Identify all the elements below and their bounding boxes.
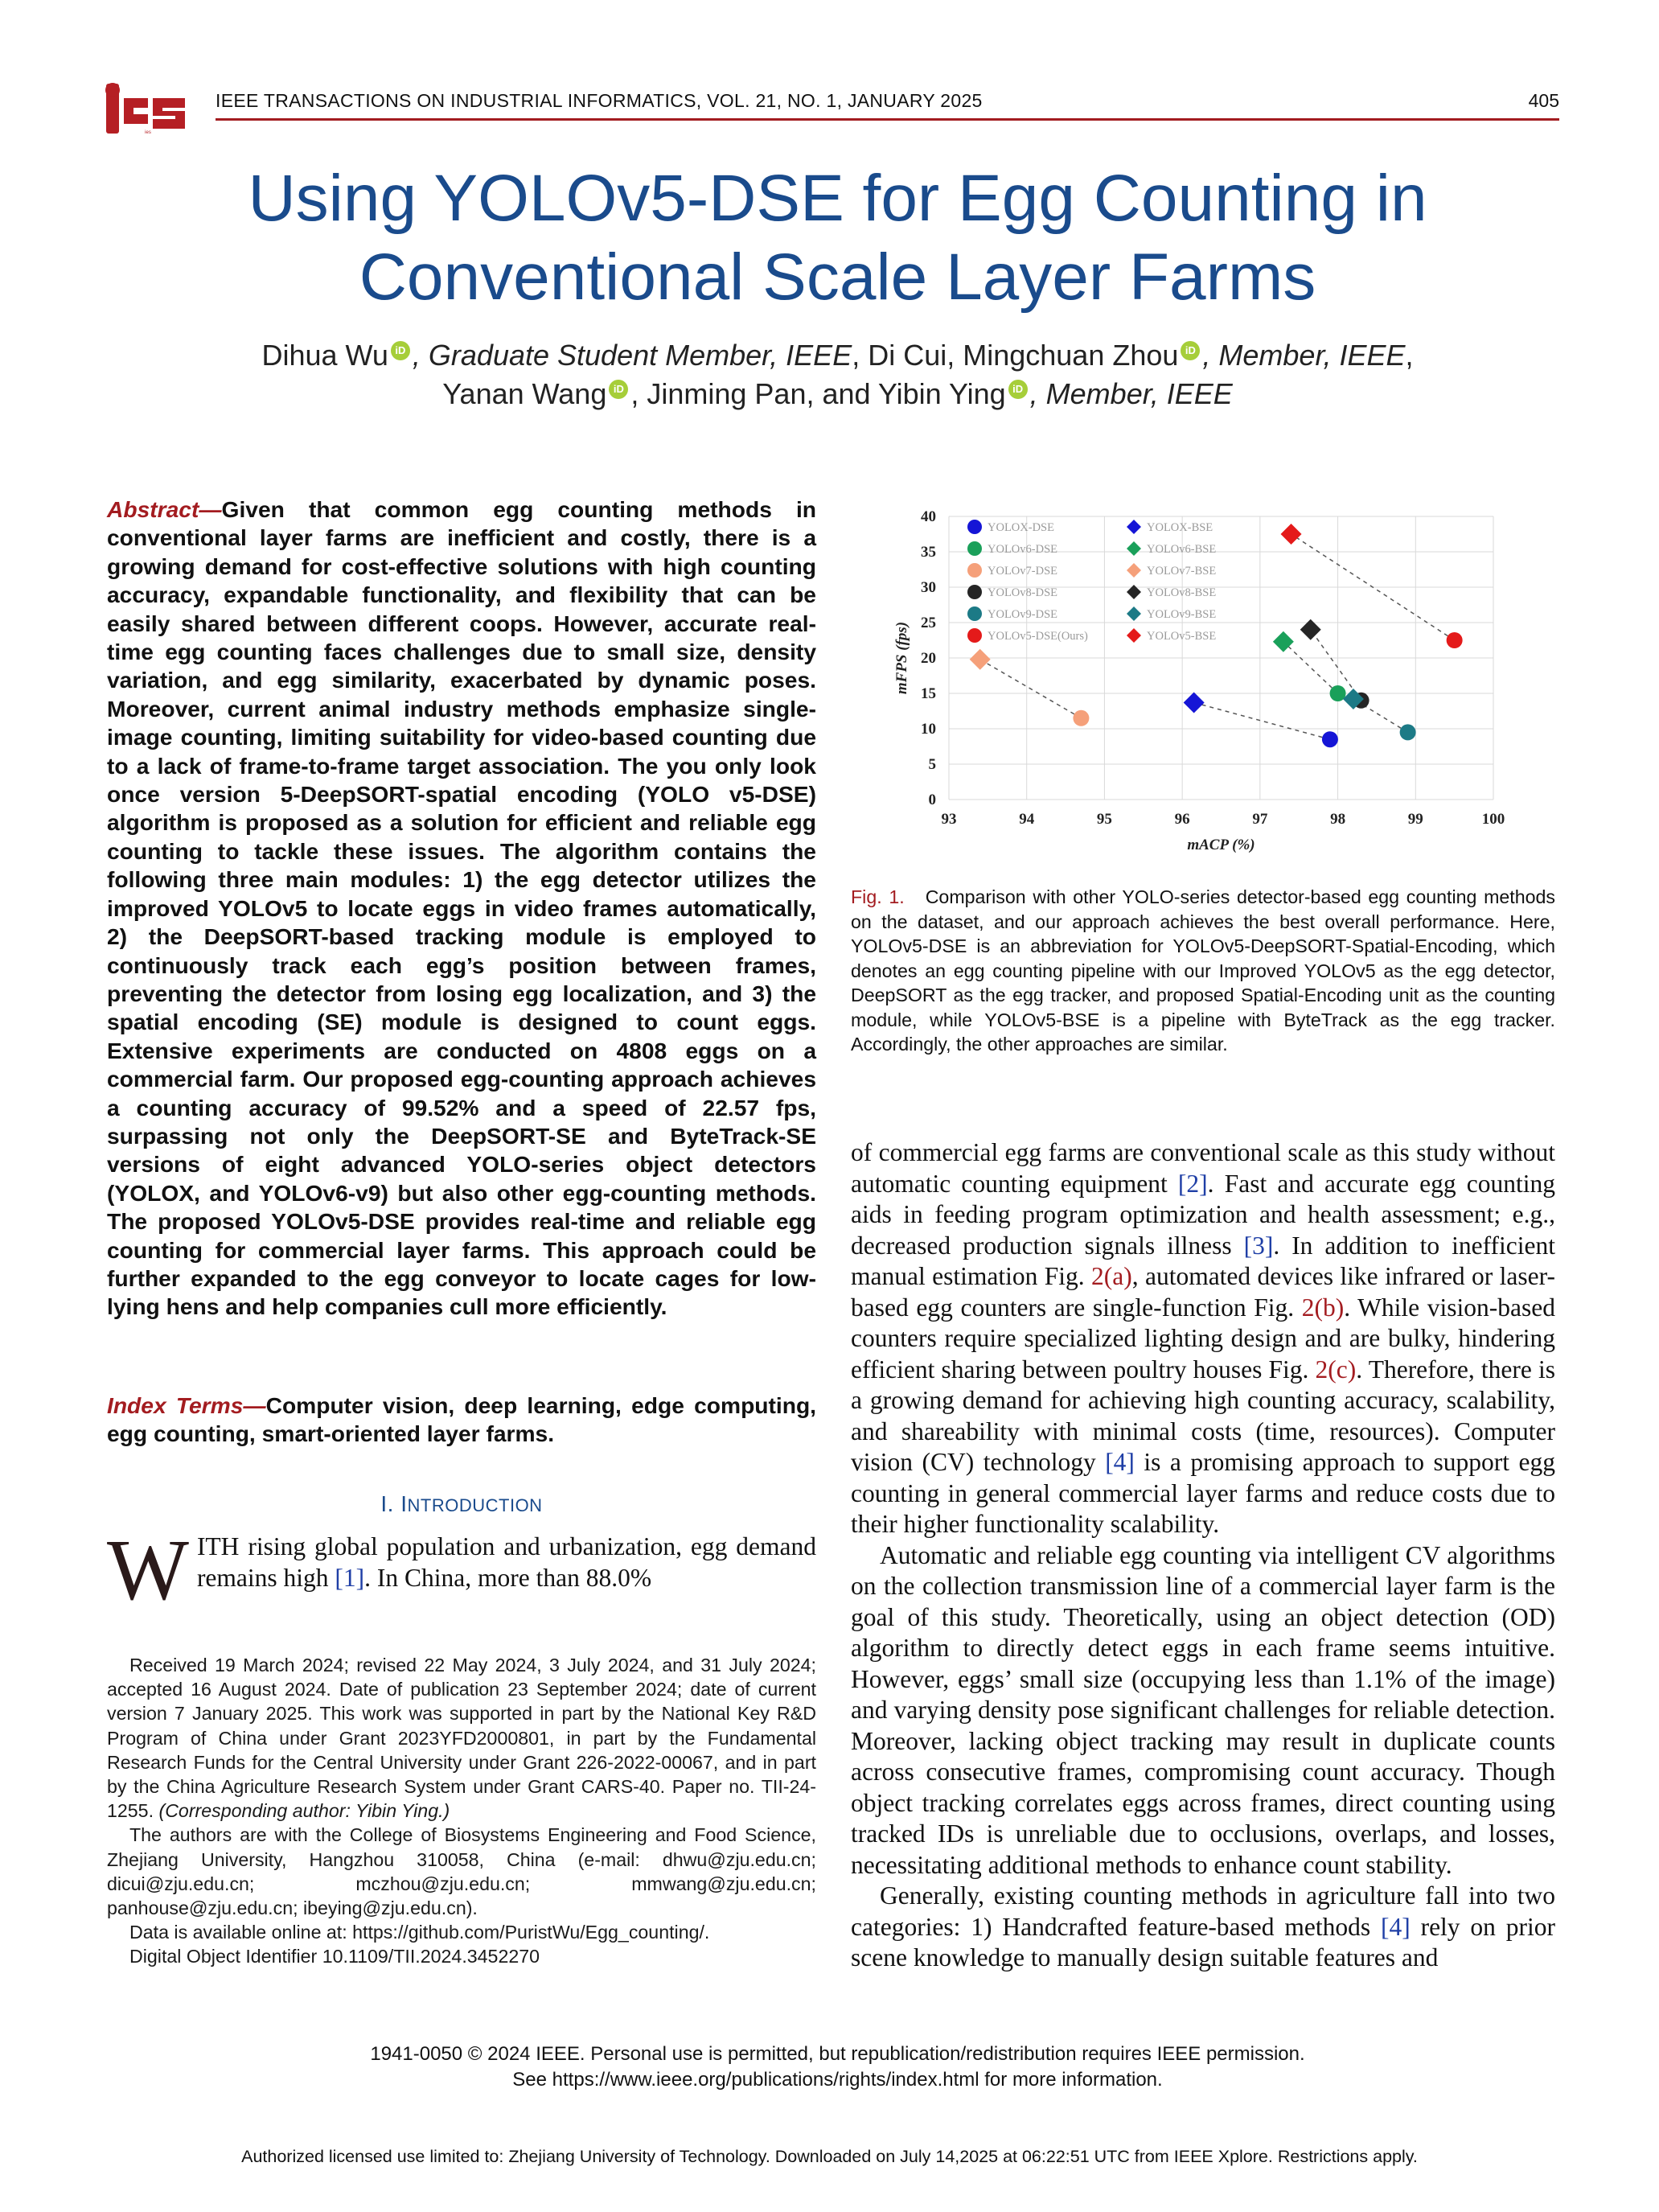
data-point-circle [1400, 724, 1416, 740]
figure-link[interactable]: 2(a) [1090, 1262, 1132, 1290]
body-text: . While vision-based counters require specialized lighting design and are bulky, hindering efficient sharing between poultry houses Fig. [851, 1293, 1555, 1384]
data-point-diamond [1281, 524, 1302, 545]
copyright-notice [129, 2041, 1546, 2093]
drop-cap: W [107, 1523, 189, 1618]
y-tick-label: 40 [921, 508, 936, 525]
legend-label: YOLOv8-BSE [1147, 586, 1217, 599]
paper-title [129, 159, 1546, 317]
chart-legend [967, 520, 1216, 643]
abstract-text: Given that common egg counting methods in conventional layer farms are inefficient and costly, there is a growing demand for cost-effective solutions with high counting accuracy, expandable functionality, and flexibility that can be easily shared between different coops. However, accurate real-time egg counting faces challenges due to small size, density variation, and egg similarity, exacerbated by dynamic poses. Moreover, current animal industry methods emphasize single-image counting, limiting suitability for video-based counting due to a lack of frame-to-frame target association. The you only look once version 5-DeepSORT-spatial encoding (YOLO v5-DSE) algorithm is proposed as a solution for efficient and reliable egg counting to tackle these issues. The algorithm contains the following three main modules: 1) the egg detector utilizes the improved YOLOv5 to locate eggs in video frames automatically, 2) the DeepSORT-based tracking module is employed to continuously track each egg’s position between frames, preventing the detector from losing egg localization, and 3) the spatial encoding (SE) module is designed to count eggs. Extensive experiments are conducted on 4808 eggs on a commercial farm. Our proposed egg-counting approach achieves a counting accuracy of 99.52% and a speed of 22.57 fps, surpassing not only the DeepSORT-SE and ByteTrack-SE versions of eight advanced YOLO-series object detectors (YOLOX, and YOLOv6-v9) but also other egg-counting methods. The proposed YOLOv5-DSE provides real-time and reliable egg counting for commercial layer farms. This approach could be further expanded to the egg conveyor to locate cages for low-lying hens and help companies cull more efficiently. [107, 496, 816, 1320]
footnote-data-availability: Data is available online at: https://github.com/PuristWu/Egg_counting/. [129, 1922, 710, 1943]
legend-label: YOLOv9-BSE [1147, 608, 1217, 621]
author-names: , Jinming Pan, and Yibin Ying [630, 377, 1006, 410]
legend-marker [967, 563, 982, 578]
section-initial: I [400, 1491, 408, 1516]
y-tick-label: 0 [928, 791, 936, 808]
intro-text: . In China, more than 88.0% [364, 1563, 652, 1592]
page-number: 405 [1528, 90, 1559, 111]
index-terms-text: Computer vision, deep learning, edge computing, egg counting, smart-oriented layer farms. [107, 1392, 816, 1447]
y-tick-label: 30 [921, 579, 936, 596]
x-tick-label: 93 [941, 811, 957, 828]
journal-header: IEEE TRANSACTIONS ON INDUSTRIAL INFORMATICS, VOL. 21, NO. 1, JANUARY 2025 [216, 90, 983, 111]
body-text: . In addition to inefficient manual estimation Fig. [851, 1231, 1555, 1290]
intro-paragraph [107, 1523, 816, 1618]
author-role: , Graduate Student Member, IEEE [412, 339, 852, 372]
legend-marker [967, 628, 982, 643]
intro-text: ITH rising global population and urbanization, egg demand remains high [196, 1532, 816, 1592]
chart-tick-labels [921, 508, 1505, 828]
body-text: . Therefore, there is a growing demand for achieving high counting accuracy, scalability, and shareability with minimal costs (time, resources). Computer vision (CV) technology [851, 1355, 1555, 1476]
index-terms-label: Index Terms— [107, 1392, 266, 1418]
index-terms [107, 1392, 816, 1449]
body-text: . Fast and accurate egg counting aids in feeding program optimization and health assessment; e.g., decreased production signals illness [851, 1169, 1555, 1260]
copyright-line-2: See https://www.ieee.org/publications/rights/index.html for more information. [512, 2069, 1163, 2091]
author-separator: , [1405, 339, 1414, 372]
legend-marker [1127, 628, 1141, 643]
y-tick-label: 20 [921, 650, 936, 667]
title-line-1: Using YOLOv5-DSE for Egg Counting in [248, 162, 1427, 235]
corresponding-author: (Corresponding author: Yibin Ying.) [158, 1800, 450, 1822]
x-tick-label: 94 [1019, 811, 1035, 828]
body-paragraph [851, 1137, 1555, 1540]
legend-label: YOLOX-BSE [1147, 521, 1213, 534]
body-text: of commercial egg farms are conventional scale as this study without automatic counting equipment [851, 1138, 1555, 1198]
header-rule [216, 118, 1559, 121]
section-title-rest: NTRODUCTION [407, 1495, 543, 1515]
license-notice: Authorized licensed use limited to: Zhejiang University of Technology. Downloaded on July 14,2025 at 06:22:51 UTC from IEEE Xplore. Restrictions apply. [241, 2147, 1418, 2166]
data-point-diamond [970, 649, 991, 670]
y-tick-label: 10 [921, 721, 936, 738]
y-tick-label: 25 [921, 615, 936, 631]
x-axis-label: mACP (%) [1187, 837, 1255, 853]
footnote-received [107, 1653, 816, 1823]
legend-marker [967, 606, 982, 621]
author-name: Dihua Wu [261, 339, 388, 372]
orcid-icon[interactable]: iD [391, 341, 410, 360]
body-text: , automated devices like infrared or laser-based egg counters are single-function Fig. [851, 1262, 1555, 1322]
figure-link[interactable]: 2(b) [1301, 1293, 1345, 1322]
figure-caption-text: Comparison with other YOLO-series detector-based egg counting methods on the dataset, and our approach achieves the best overall performance. Here, YOLOv5-DSE is an abbreviation for YOLOv5-DeepSORT-Spatial-Encoding, which denotes an egg counting pipeline with our Improved YOLOv5 as the egg detector, DeepSORT as the egg tracker, and proposed Spatial-Encoding unit as the counting module, while YOLOv5-BSE is a pipeline with ByteTrack as the egg tracker. Accordingly, the other approaches are similar. [851, 886, 1556, 1055]
citation-link[interactable]: [4] [1105, 1448, 1135, 1476]
citation-link[interactable]: [4] [1380, 1912, 1411, 1941]
author-line-2 [129, 375, 1546, 413]
legend-label: YOLOv7-BSE [1147, 565, 1217, 578]
body-paragraph: Automatic and reliable egg counting via intelligent CV algorithms on the collection transmission line of a commercial layer farm is the goal of this study. Theoretically, using an object detection (OD) algorithm to directly detect eggs in each frame seems intuitive. However, eggs’ small size (occupying less than 1.1% of the image) and varying density pose significant challenges for reliable detection. Moreover, lacking object tracking may result in duplicate counts across consecutive frames, compromising count accuracy. Though object tracking correlates eggs across frames, direct counting using tracked IDs is unreliable due to occlusions, overlaps, and losses, necessitating additional methods to enhance count stability. [851, 1540, 1555, 1879]
author-name: Yanan Wang [442, 377, 607, 410]
ies-logo [105, 80, 191, 137]
first-page-footnote [107, 1653, 816, 1969]
legend-label: YOLOv7-DSE [988, 565, 1057, 578]
y-tick-label: 35 [921, 544, 936, 561]
x-tick-label: 95 [1096, 811, 1112, 828]
body-paragraph [851, 1881, 1555, 1974]
footnote-doi: Digital Object Identifier 10.1109/TII.2024.3452270 [129, 1946, 540, 1967]
citation-link[interactable]: [2] [1177, 1169, 1208, 1198]
legend-label: YOLOv9-DSE [988, 608, 1057, 621]
orcid-icon[interactable]: iD [1008, 380, 1028, 399]
copyright-line-1: 1941-0050 © 2024 IEEE. Personal use is permitted, but republication/redistribution requires IEEE permission. [370, 2043, 1305, 2065]
legend-marker [967, 541, 982, 556]
legend-marker [1127, 520, 1141, 534]
x-tick-label: 97 [1252, 811, 1268, 828]
body-text: Generally, existing counting methods in agriculture fall into two categories: 1) Handcrafted feature-based methods [851, 1881, 1555, 1941]
body-text: rely on prior scene knowledge to manually design suitable features and [851, 1912, 1555, 1971]
citation-link[interactable]: [1] [335, 1563, 365, 1592]
figure-caption [851, 885, 1555, 1057]
data-point-diamond [1184, 692, 1205, 713]
title-line-2: Conventional Scale Layer Farms [359, 241, 1316, 314]
legend-marker [967, 585, 982, 599]
y-tick-label: 15 [921, 685, 936, 702]
legend-label: YOLOX-DSE [988, 521, 1054, 534]
orcid-icon[interactable]: iD [1181, 341, 1200, 360]
citation-link[interactable]: [3] [1243, 1231, 1274, 1260]
section-numeral: I. [380, 1491, 394, 1516]
logo-text: ies [145, 130, 151, 135]
legend-label: YOLOv6-BSE [1147, 543, 1217, 556]
right-column-body [851, 1137, 1555, 1974]
fig-1-scatter-chart [848, 499, 1556, 853]
legend-label: YOLOv5-BSE [1147, 630, 1217, 643]
abstract [107, 495, 816, 1322]
data-point-circle [1322, 731, 1338, 747]
x-tick-label: 98 [1330, 811, 1346, 828]
orcid-icon[interactable]: iD [609, 380, 628, 399]
chart-grid [949, 516, 1493, 800]
legend-label: YOLOv6-DSE [988, 543, 1057, 556]
legend-label: YOLOv8-DSE [988, 586, 1057, 599]
connector-line [1283, 642, 1338, 693]
abstract-label: Abstract— [107, 496, 222, 522]
x-tick-label: 96 [1174, 811, 1190, 828]
section-heading [107, 1491, 816, 1517]
legend-label: YOLOv5-DSE(Ours) [988, 630, 1088, 643]
author-names: , Di Cui, Mingchuan Zhou [852, 339, 1179, 372]
y-axis-label: mFPS (fps) [893, 621, 910, 695]
x-tick-label: 99 [1407, 811, 1423, 828]
y-tick-label: 5 [928, 756, 936, 773]
author-line-1 [129, 336, 1546, 375]
author-role: , Member, IEEE [1202, 339, 1406, 372]
footnote-received-text: Received 19 March 2024; revised 22 May 2024, 3 July 2024, and 31 July 2024; accepted 16 August 2024. Date of publication 23 September 2024; date of current version 7 January 2025. This work was supported in part by the National Key R&D Program of China under Grant 2023YFD2000801, in part by the Fundamental Research Funds for the Central University under Grant 226-2022-00067, and in part by the China Agriculture Research System under Grant CARS-40. Paper no. TII-24-1255. [107, 1655, 816, 1822]
body-text: is a promising approach to support egg counting in general commercial layer farms and reduce costs due to their higher functionality scalability. [851, 1448, 1555, 1538]
author-role: , Member, IEEE [1029, 377, 1233, 410]
legend-marker [967, 520, 982, 534]
legend-marker [1127, 541, 1141, 556]
figure-label: Fig. 1. [851, 886, 905, 907]
legend-marker [1127, 563, 1141, 578]
connector-line [1194, 702, 1330, 739]
footnote-affiliation: The authors are with the College of Biosystems Engineering and Food Science, Zhejiang University, Hangzhou 310058, China (e-mail: dhwu@zju.edu.cn; dicui@zju.edu.cn; mczhou@zju.edu.cn; mmwang@zju.edu.cn; panhouse@zju.edu.cn; ibeying@zju.edu.cn). [107, 1824, 816, 1919]
figure-link[interactable]: 2(c) [1315, 1355, 1357, 1384]
data-point-circle [1073, 710, 1089, 726]
data-point-circle [1447, 632, 1463, 648]
legend-marker [1127, 606, 1141, 621]
x-tick-label: 100 [1481, 811, 1505, 828]
author-list [129, 336, 1546, 413]
connector-line [980, 660, 1082, 718]
